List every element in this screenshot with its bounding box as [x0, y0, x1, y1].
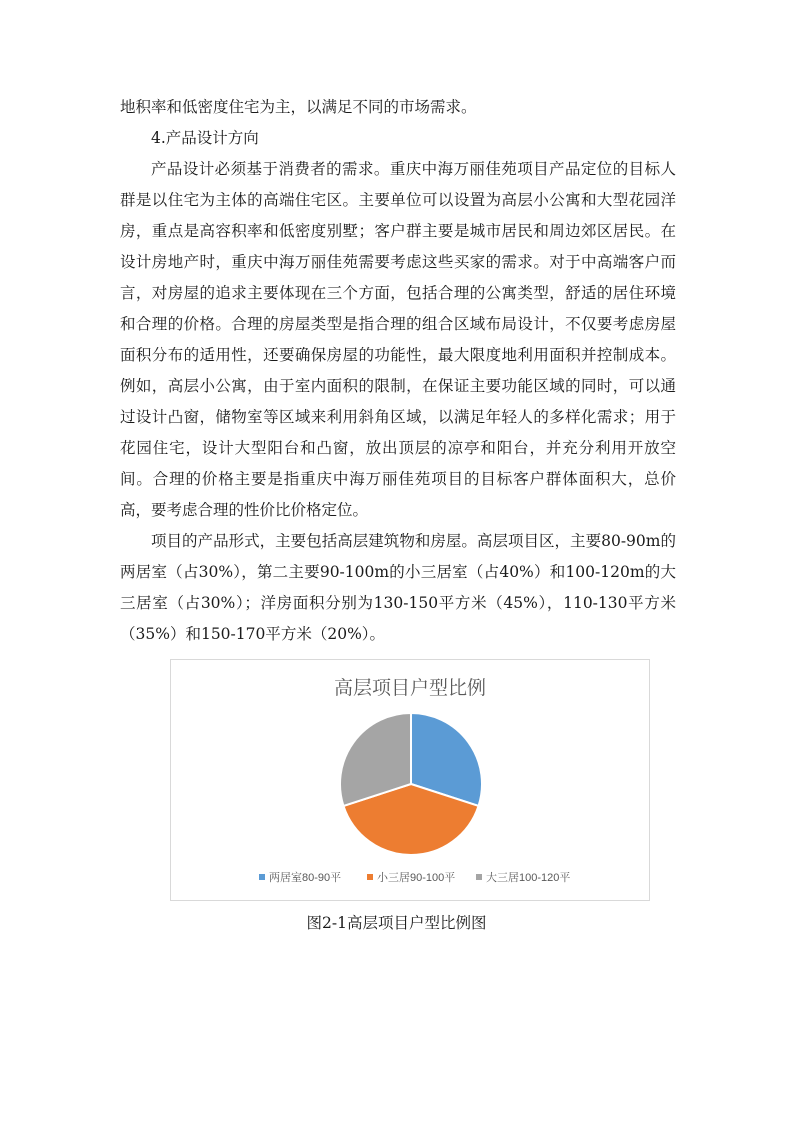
legend-marker-3 — [476, 874, 482, 880]
legend-marker-1 — [259, 874, 265, 880]
legend-marker-2 — [367, 874, 373, 880]
legend-label-2: 小三居90-100平 — [377, 872, 456, 884]
pie-chart — [170, 659, 650, 901]
body-text — [120, 92, 676, 650]
pie-chart-svg — [171, 660, 649, 900]
figure-caption: 图2-1高层项目户型比例图 — [306, 914, 487, 932]
legend-label-1: 两居室80-90平 — [269, 872, 342, 884]
chart-legend — [259, 870, 570, 884]
pie-slices — [340, 713, 482, 855]
paragraph-design: 产品设计必须基于消费者的需求。重庆中海万丽佳苑项目产品定位的目标人群是以住宅为主体的高端住宅区。主要单位可以设置为高层小公寓和大型花园洋房，重点是高容积率和低密度别墅；客户群主要是城市居民和周边郊区居民。在设计房地产时，重庆中海万丽佳苑需要考虑这些买家的需求。对于中高端客户而言，对房屋的追求主要体现在三个方面，包括合理的公寓类型，舒适的居住环境和合理的价格。合理的房屋类型是指合理的组合区域布局设计，不仅要考虑房屋面积分布的适用性，还要确保房屋的功能性，最大限度地利用面积并控制成本。例如，高层小公寓，由于室内面积的限制，在保证主要功能区域的同时，可以通过设计凸窗，储物室等区域来利用斜角区域，以满足年轻人的多样化需求；用于花园住宅，设计大型阳台和凸窗，放出顶层的凉亭和阳台，并充分利用开放空间。合理的价格主要是指重庆中海万丽佳苑项目的目标客户群体面积大，总价高，要考虑合理的性价比价格定位。 — [120, 160, 676, 519]
section-heading: 4.产品设计方向 — [151, 129, 259, 147]
legend-label-3: 大三居100-120平 — [486, 872, 571, 884]
chart-title: 高层项目户型比例 — [333, 678, 487, 699]
paragraph-product-form: 项目的产品形式，主要包括高层建筑物和房屋。高层项目区，主要80-90m的两居室（占30%），第二主要90-100m的小三居室（占40%）和100-120m的大三居室（占30%）；洋房面积分别为130-150平方米（45%），110-130平方米（35%）和150-170平方米（20%）。 — [120, 532, 676, 643]
paragraph-continuation: 地积率和低密度住宅为主，以满足不同的市场需求。 — [120, 98, 477, 116]
